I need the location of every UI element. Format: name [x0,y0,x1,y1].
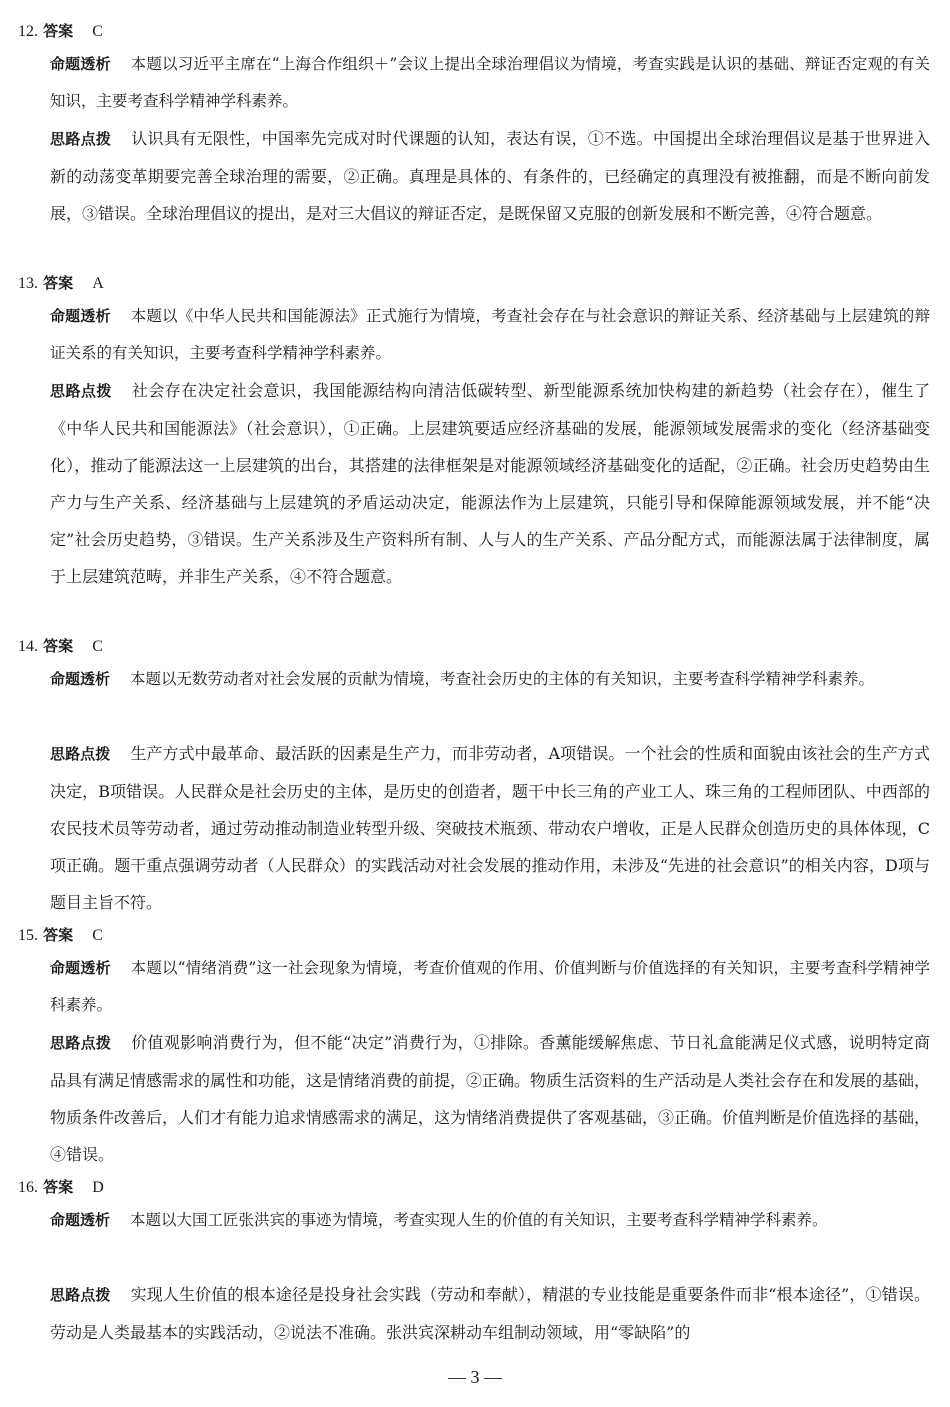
question-number: 13. [18,275,38,292]
answer-label: 答案 [43,1178,74,1196]
analysis-text: 生产方式中最革命、最活跃的因素是生产力，而非劳动者，A项错误。一个社会的性质和面貌由该社会的生产方式决定，B项错误。人民群众是社会历史的主体，是历史的创造者，题干中长三角的产业工人、珠三角的工程师团队、中西部的农民技术员等劳动者，通过劳动推动制造业转型升级、突破技术瓶颈、带动农户增收，正是人民群众创造历史的具体体现，C项正确。题干重点强调劳动者（人民群众）的实践活动对社会发展的推动作用，未涉及“先进的社会意识”的相关内容，D项与题目主旨不符。 [50,744,930,912]
analysis-label: 思路点拨 [50,1286,111,1304]
analysis-label: 思路点拨 [50,130,112,148]
intent-paragraph-16 [50,1202,930,1276]
answer-value: A [92,275,104,292]
analysis-label: 思路点拨 [50,382,112,400]
analysis-text: 实现人生价值的根本途径是投身社会实践（劳动和奉献），精湛的专业技能是重要条件而非“根本途径”，①错误。劳动是人类最基本的实践活动，②说法不准确。张洪宾深耕动车组制动领域，用“零缺陷”的 [50,1285,930,1342]
intent-label: 命题透析 [50,55,111,73]
answer-document [18,16,930,1350]
intent-label: 命题透析 [50,670,111,688]
question-header-15 [18,920,930,950]
analysis-paragraph-14 [50,735,930,920]
intent-text: 本题以大国工匠张洪宾的事迹为情境，考查实现人生的价值的有关知识，主要考查科学精神学科素养。 [130,1211,828,1229]
intent-label: 命题透析 [50,959,111,977]
answer-value: C [92,927,103,944]
answer-label: 答案 [43,637,74,655]
analysis-text: 价值观影响消费行为，但不能“决定”消费行为，①排除。香薰能缓解焦虑、节日礼盒能满足仪式感，说明特定商品具有满足情感需求的属性和功能，这是情绪消费的前提，②正确。物质生活资料的生产活动是人类社会存在和发展的基础，物质条件改善后，人们才有能力追求情感需求的满足，这为情绪消费提供了客观基础，③正确。价值判断是价值选择的基础，④错误。 [50,1033,931,1164]
analysis-text: 社会存在决定社会意识，我国能源结构向清洁低碳转型、新型能源系统加快构建的新趋势（社会存在），催生了《中华人民共和国能源法》（社会意识），①正确。上层建筑要适应经济基础的发展，能源领域发展需求的变化（经济基础变化），推动了能源法这一上层建筑的出台，其搭建的法律框架是对能源领域经济基础变化的适配，②正确。社会历史趋势由生产力与生产关系、经济基础与上层建筑的矛盾运动决定，能源法作为上层建筑，只能引导和保障能源领域发展，并不能“决定”社会历史趋势，③错误。生产关系涉及生产资料所有制、人与人的生产关系、产品分配方式，而能源法属于法律制度，属于上层建筑范畴，并非生产关系，④不符合题意。 [50,381,930,586]
analysis-paragraph-16 [50,1276,930,1350]
intent-paragraph-13 [50,298,930,372]
question-header-16 [18,1172,930,1202]
question-number: 14. [18,638,38,655]
question-header-14 [18,631,930,661]
intent-label: 命题透析 [50,1211,111,1229]
page-number: — 3 — [448,1367,502,1387]
answer-value: C [92,23,103,40]
intent-text: 本题以“情绪消费”这一社会现象为情境，考查价值观的作用、价值判断与价值选择的有关知识，主要考查科学精神学科素养。 [50,959,930,1014]
analysis-text: 认识具有无限性，中国率先完成对时代课题的认知，表达有误，①不选。中国提出全球治理倡议是基于世界进入新的动荡变革期要完善全球治理的需要，②正确。真理是具体的、有条件的，已经确定的真理没有被推翻，而是不断向前发展，③错误。全球治理倡议的提出，是对三大倡议的辩证否定，是既保留又克服的创新发展和不断完善，④符合题意。 [50,129,930,223]
analysis-label: 思路点拨 [50,1034,112,1052]
answer-value: C [92,638,103,655]
answer-label: 答案 [43,926,74,944]
analysis-label: 思路点拨 [50,745,111,763]
intent-paragraph-14 [50,661,930,735]
intent-label: 命题透析 [50,307,111,325]
question-number: 16. [18,1179,38,1196]
analysis-paragraph-13 [50,372,930,631]
answer-value: D [92,1179,104,1196]
question-number: 12. [18,23,38,40]
intent-text: 本题以无数劳动者对社会发展的贡献为情境，考查社会历史的主体的有关知识，主要考查科学精神学科素养。 [130,670,875,688]
analysis-paragraph-12 [50,120,930,268]
question-header-12 [18,16,930,46]
question-header-13 [18,268,930,298]
answer-label: 答案 [43,274,74,292]
intent-paragraph-15 [50,950,930,1024]
intent-text: 本题以《中华人民共和国能源法》正式施行为情境，考查社会存在与社会意识的辩证关系、经济基础与上层建筑的辩证关系的有关知识，主要考查科学精神学科素养。 [50,307,930,362]
answer-label: 答案 [43,22,74,40]
intent-paragraph-12 [50,46,930,120]
intent-text: 本题以习近平主席在“上海合作组织＋”会议上提出全球治理倡议为情境，考查实践是认识的基础、辩证否定观的有关知识，主要考查科学精神学科素养。 [50,55,930,110]
analysis-paragraph-15 [50,1024,930,1172]
question-number: 15. [18,927,38,944]
